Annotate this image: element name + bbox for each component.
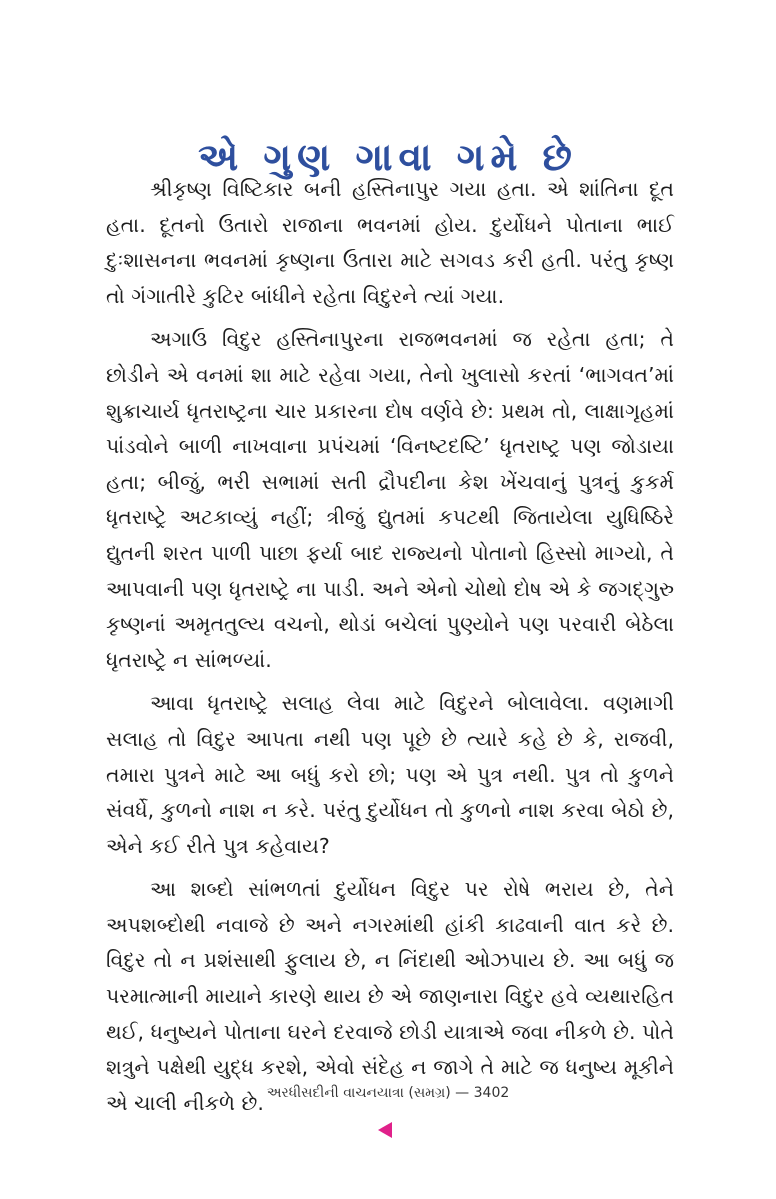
page-footer: અરધીસદીની વાચનયાત્રા (સમગ્ર) — 3402 <box>266 1085 510 1101</box>
paragraph-1: શ્રીકૃષ્ણ વિષ્ટિકાર બની હસ્તિનાપુર ગયા હતા. એ શાંતિના દૂત હતા. દૂતનો ઉતારો રાજાના ભવનમાં હોય. દુર્યોધને પોતાના ભાઈ દુઃશાસનના ભવનમાં કૃષ્ણના ઉતારા માટે સગવડ કરી હતી. પરંતુ કૃષ્ણ તો ગંગાતીરે કુટિર બાંધીને રહેતા વિદુરને ત્યાં ગયા. <box>106 177 674 308</box>
paragraph-2: અગાઉ વિદુર હસ્તિનાપુરના રાજભવનમાં જ રહેતા હતા; તે છોડીને એ વનમાં શા માટે રહેવા ગયા, તેનો ખુલાસો કરતાં ‘ભાગવત’માં શુક્રાચાર્ય ધૃતરાષ્ટ્રના ચાર પ્રકારના દોષ વર્ણવે છે: પ્રથમ તો, લાક્ષાગૃહમાં પાંડવોને બાળી નાખવાના પ્રપંચમાં ‘વિનષ્ટદષ્ટિ’ ધૃતરાષ્ટ્ર પણ જોડાયા હતા; બીજું, ભરી સભામાં સતી દ્રૌપદીના કેશ ખેંચવાનું પુત્રનું કુકર્મ ધૃતરાષ્ટ્રે અટકાવ્યું નહીં; ત્રીજું દ્યુતમાં કપટથી જિતાયેલા યુધિષ્ઠિરે દ્યુતની શરત પાળી પાછા ફર્યા બાદ રાજ્યનો પોતાનો હિસ્સો માગ્યો, તે આપવાની પણ ધૃતરાષ્ટ્રે ના પાડી. અને એનો ચોથો દોષ એ કે જગદ્ગુરુ કૃષ્ણનાં અમૃતતુલ્ય વચનો, થોડાં બચેલાં પુણ્યોને પણ પરવારી બેઠેલા ધૃતરાષ્ટ્રે ન સાંભળ્યાં. <box>106 327 674 672</box>
paragraph-4: આ શબ્દો સાંભળતાં દુર્યોધન વિદુર પર રોષે ભરાય છે, તેને અપશબ્દોથી નવાજે છે અને નગરમાંથી હાંકી કાઢવાની વાત કરે છે. વિદુર તો ન પ્રશંસાથી ફુલાય છે, ન નિંદાથી ઓઝપાય છે. આ બધું જ પરમાત્માની માયાને કારણે થાય છે એ જાણનારા વિદુર હવે વ્યથારહિત થઈ, ધનુષ્યને પોતાના ઘરને દરવાજે છોડી યાત્રાએ જવા નીકળે છે. પોતે શત્રુને પક્ષેથી યુદ્ધ કરશે, એવો સંદેહ ન જાગે તે માટે જ ધનુષ્ય મૂકીને એ ચાલી નીકળે છે. <box>106 877 675 1115</box>
prev-page-arrow-icon[interactable] <box>378 1122 392 1138</box>
article-body <box>106 172 674 1129</box>
page-title: એ ગુણ ગાવા ગમે છે <box>198 135 578 180</box>
paragraph-3: આવા ધૃતરાષ્ટ્રે સલાહ લેવા માટે વિદુરને બોલાવેલા. વણમાગી સલાહ તો વિદુર આપતા નથી પણ પૂછે છે ત્યારે કહે છે કે, રાજવી, તમારા પુત્રને માટે આ બધું કરો છો; પણ એ પુત્ર નથી. પુત્ર તો કુળને સંવર્ધે, કુળનો નાશ ન કરે. પરંતુ દુર્યોધન તો કુળનો નાશ કરવા બેઠો છે, એને કઈ રીતે પુત્ર કહેવાય? <box>106 691 674 858</box>
